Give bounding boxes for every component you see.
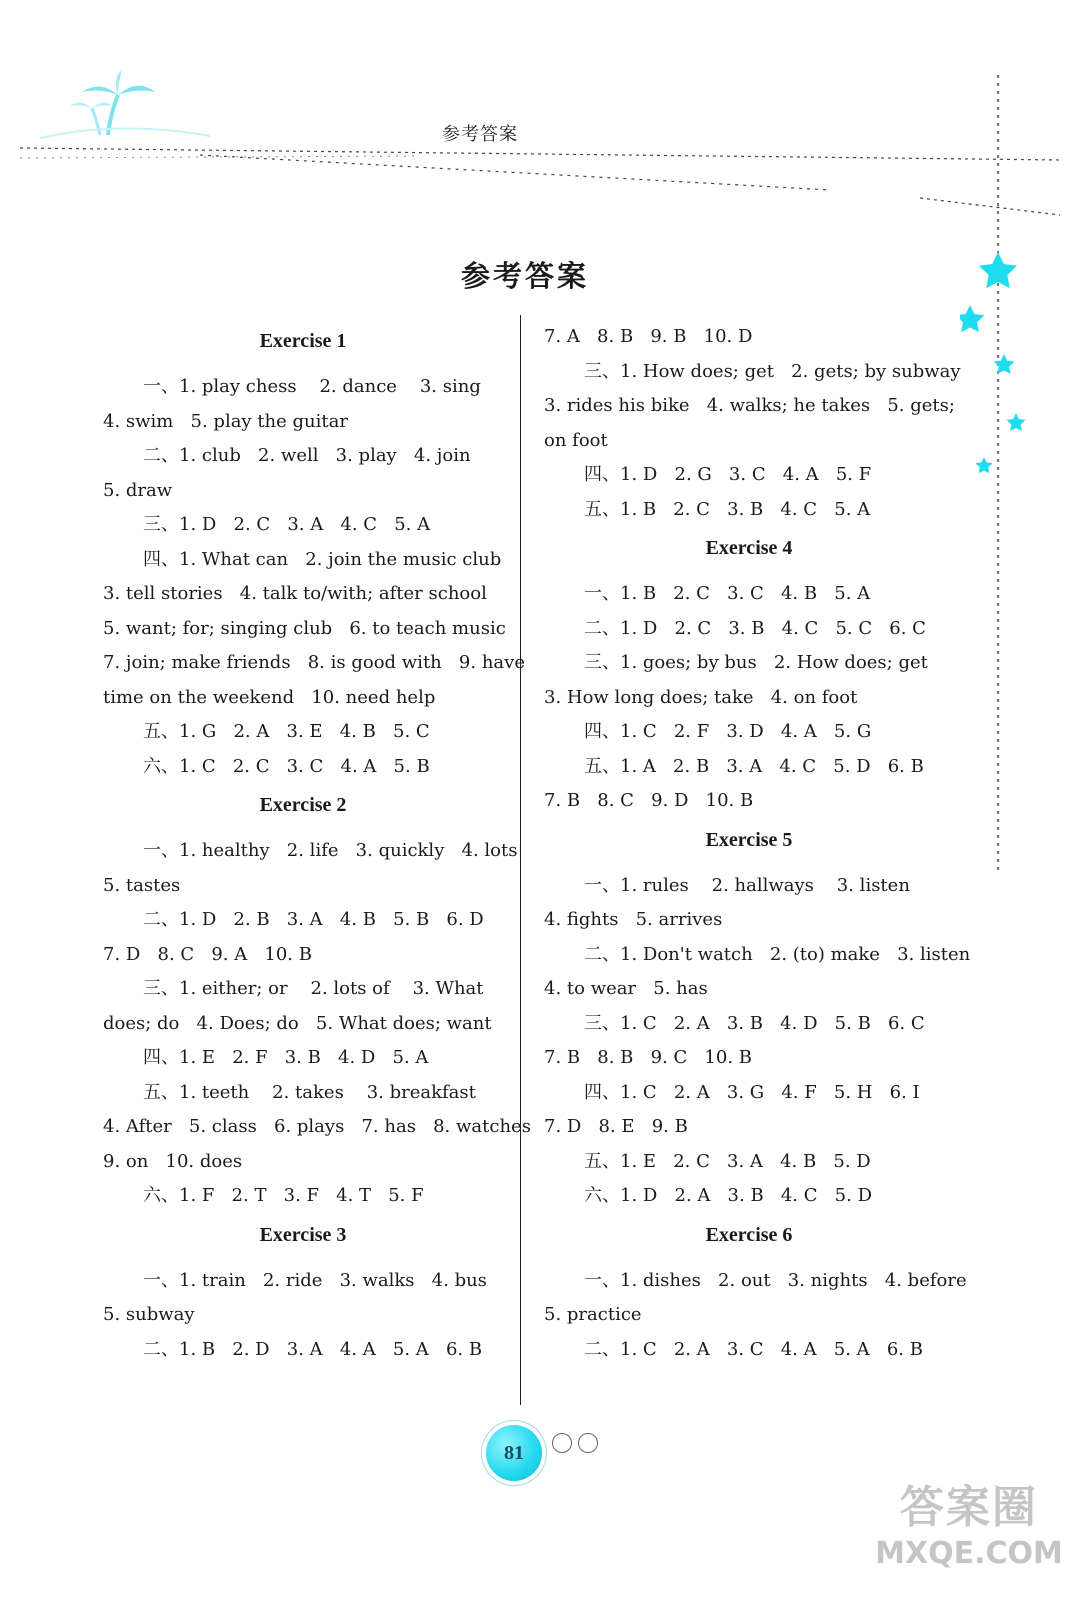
answer-line: 一、1. play chess 2. dance 3. sing [143, 376, 481, 397]
answer-line: 5. subway [103, 1304, 195, 1325]
answer-line: 二、1. D 2. C 3. B 4. C 5. C 6. C [584, 617, 926, 639]
answer-line: 五、1. E 2. C 3. A 4. B 5. D [584, 1150, 871, 1172]
section-title: Exercise 2 [259, 794, 347, 816]
section-title: Exercise 5 [705, 828, 793, 851]
answer-line: 六、1. F 2. T 3. F 4. T 5. F [143, 1185, 424, 1206]
answer-line: 二、1. C 2. A 3. C 4. A 5. A 6. B [584, 1338, 923, 1360]
answer-line: 一、1. B 2. C 3. C 4. B 5. A [584, 583, 871, 604]
star-icon [975, 457, 992, 473]
answer-line: 二、1. Don't watch 2. (to) make 3. listen [584, 943, 971, 965]
answer-line: 六、1. C 2. C 3. C 4. A 5. B [143, 755, 430, 777]
star-icon [994, 354, 1015, 374]
answer-line: 4. fights 5. arrives [544, 909, 723, 930]
answer-line: 四、1. D 2. G 3. C 4. A 5. F [584, 464, 872, 485]
answer-line: 三、1. D 2. C 3. A 4. C 5. A [143, 514, 431, 535]
answer-line: 六、1. D 2. A 3. B 4. C 5. D [584, 1185, 872, 1206]
section-title: Exercise 4 [705, 537, 793, 559]
answer-line: 三、1. either; or 2. lots of 3. What [143, 978, 484, 999]
answer-line: 7. B 8. B 9. C 10. B [544, 1047, 752, 1068]
circle-icon [578, 1433, 598, 1453]
star-icon [1007, 413, 1026, 431]
answer-line: 4. to wear 5. has [544, 978, 708, 999]
answer-line: 三、1. C 2. A 3. B 4. D 5. B 6. C [584, 1012, 925, 1034]
answer-line: 二、1. club 2. well 3. play 4. join [143, 445, 471, 466]
answer-line: 一、1. train 2. ride 3. walks 4. bus [143, 1269, 487, 1291]
answer-line: 7. D 8. E 9. B [544, 1116, 688, 1137]
answer-line: 7. B 8. C 9. D 10. B [544, 790, 754, 811]
answer-line: 五、1. B 2. C 3. B 4. C 5. A [584, 498, 871, 520]
circle-icon [552, 1433, 572, 1453]
star-icon [960, 305, 984, 332]
page-title: 参考答案 [460, 259, 589, 293]
answer-line: 四、1. C 2. A 3. G 4. F 5. H 6. I [584, 1081, 920, 1103]
answer-line: 二、1. D 2. B 3. A 4. B 5. B 6. D [143, 909, 484, 930]
answer-line: 5. tastes [103, 874, 181, 896]
answer-line: 4. After 5. class 6. plays 7. has 8. watches [103, 1116, 531, 1137]
section-title: Exercise 3 [259, 1223, 347, 1246]
answer-line: 4. swim 5. play the guitar [103, 410, 348, 432]
answer-line: 一、1. healthy 2. life 3. quickly 4. lots [143, 840, 518, 861]
answer-line: 二、1. B 2. D 3. A 4. A 5. A 6. B [143, 1338, 483, 1360]
watermark-site: MXQE.COM [875, 1536, 1063, 1571]
answer-line: 一、1. dishes 2. out 3. nights 4. before [584, 1269, 967, 1291]
section-title: Exercise 1 [259, 330, 347, 352]
answer-line: 5. practice [544, 1304, 642, 1325]
page-number: 81 [504, 1442, 524, 1464]
answer-line: 3. How long does; take 4. on foot [544, 686, 858, 708]
answer-line: 四、1. What can 2. join the music club [143, 548, 502, 570]
answer-line: 一、1. rules 2. hallways 3. listen [584, 874, 910, 896]
watermark-logo-text: 答案圈 [900, 1482, 1038, 1533]
answer-line: 四、1. C 2. F 3. D 4. A 5. G [584, 721, 872, 742]
answer-line: time on the weekend 10. need help [103, 686, 436, 708]
answer-line: 7. join; make friends 8. is good with 9. have [103, 652, 525, 673]
answer-column-right [544, 320, 971, 1367]
answer-line: 五、1. A 2. B 3. A 4. C 5. D 6. B [584, 755, 924, 777]
answer-line: 3. rides his bike 4. walks; he takes 5. gets; [544, 395, 955, 416]
answer-line: 5. want; for; singing club 6. to teach music [103, 617, 506, 639]
answer-line: 五、1. G 2. A 3. E 4. B 5. C [143, 721, 430, 742]
answer-line: 5. draw [103, 479, 173, 501]
border-decoration [960, 0, 1084, 900]
answer-line: 三、1. How does; get 2. gets; by subway [584, 360, 961, 382]
answer-line: 7. A 8. B 9. B 10. D [544, 326, 753, 347]
answer-line: on foot [544, 429, 608, 451]
running-header-title: 参考答案 [442, 124, 518, 145]
answer-line: 三、1. goes; by bus 2. How does; get [584, 652, 928, 673]
section-title: Exercise 6 [705, 1223, 793, 1246]
answer-line: 7. D 8. C 9. A 10. B [103, 943, 312, 965]
answer-line: 四、1. E 2. F 3. B 4. D 5. A [143, 1047, 429, 1068]
answer-column-left [103, 320, 531, 1367]
column-divider [520, 315, 521, 1405]
answer-line: 3. tell stories 4. talk to/with; after school [103, 583, 487, 604]
answer-line: 9. on 10. does [103, 1150, 243, 1172]
answer-line: 五、1. teeth 2. takes 3. breakfast [143, 1081, 476, 1103]
answer-line: does; do 4. Does; do 5. What does; want [103, 1012, 492, 1034]
watermark [864, 1480, 1074, 1590]
